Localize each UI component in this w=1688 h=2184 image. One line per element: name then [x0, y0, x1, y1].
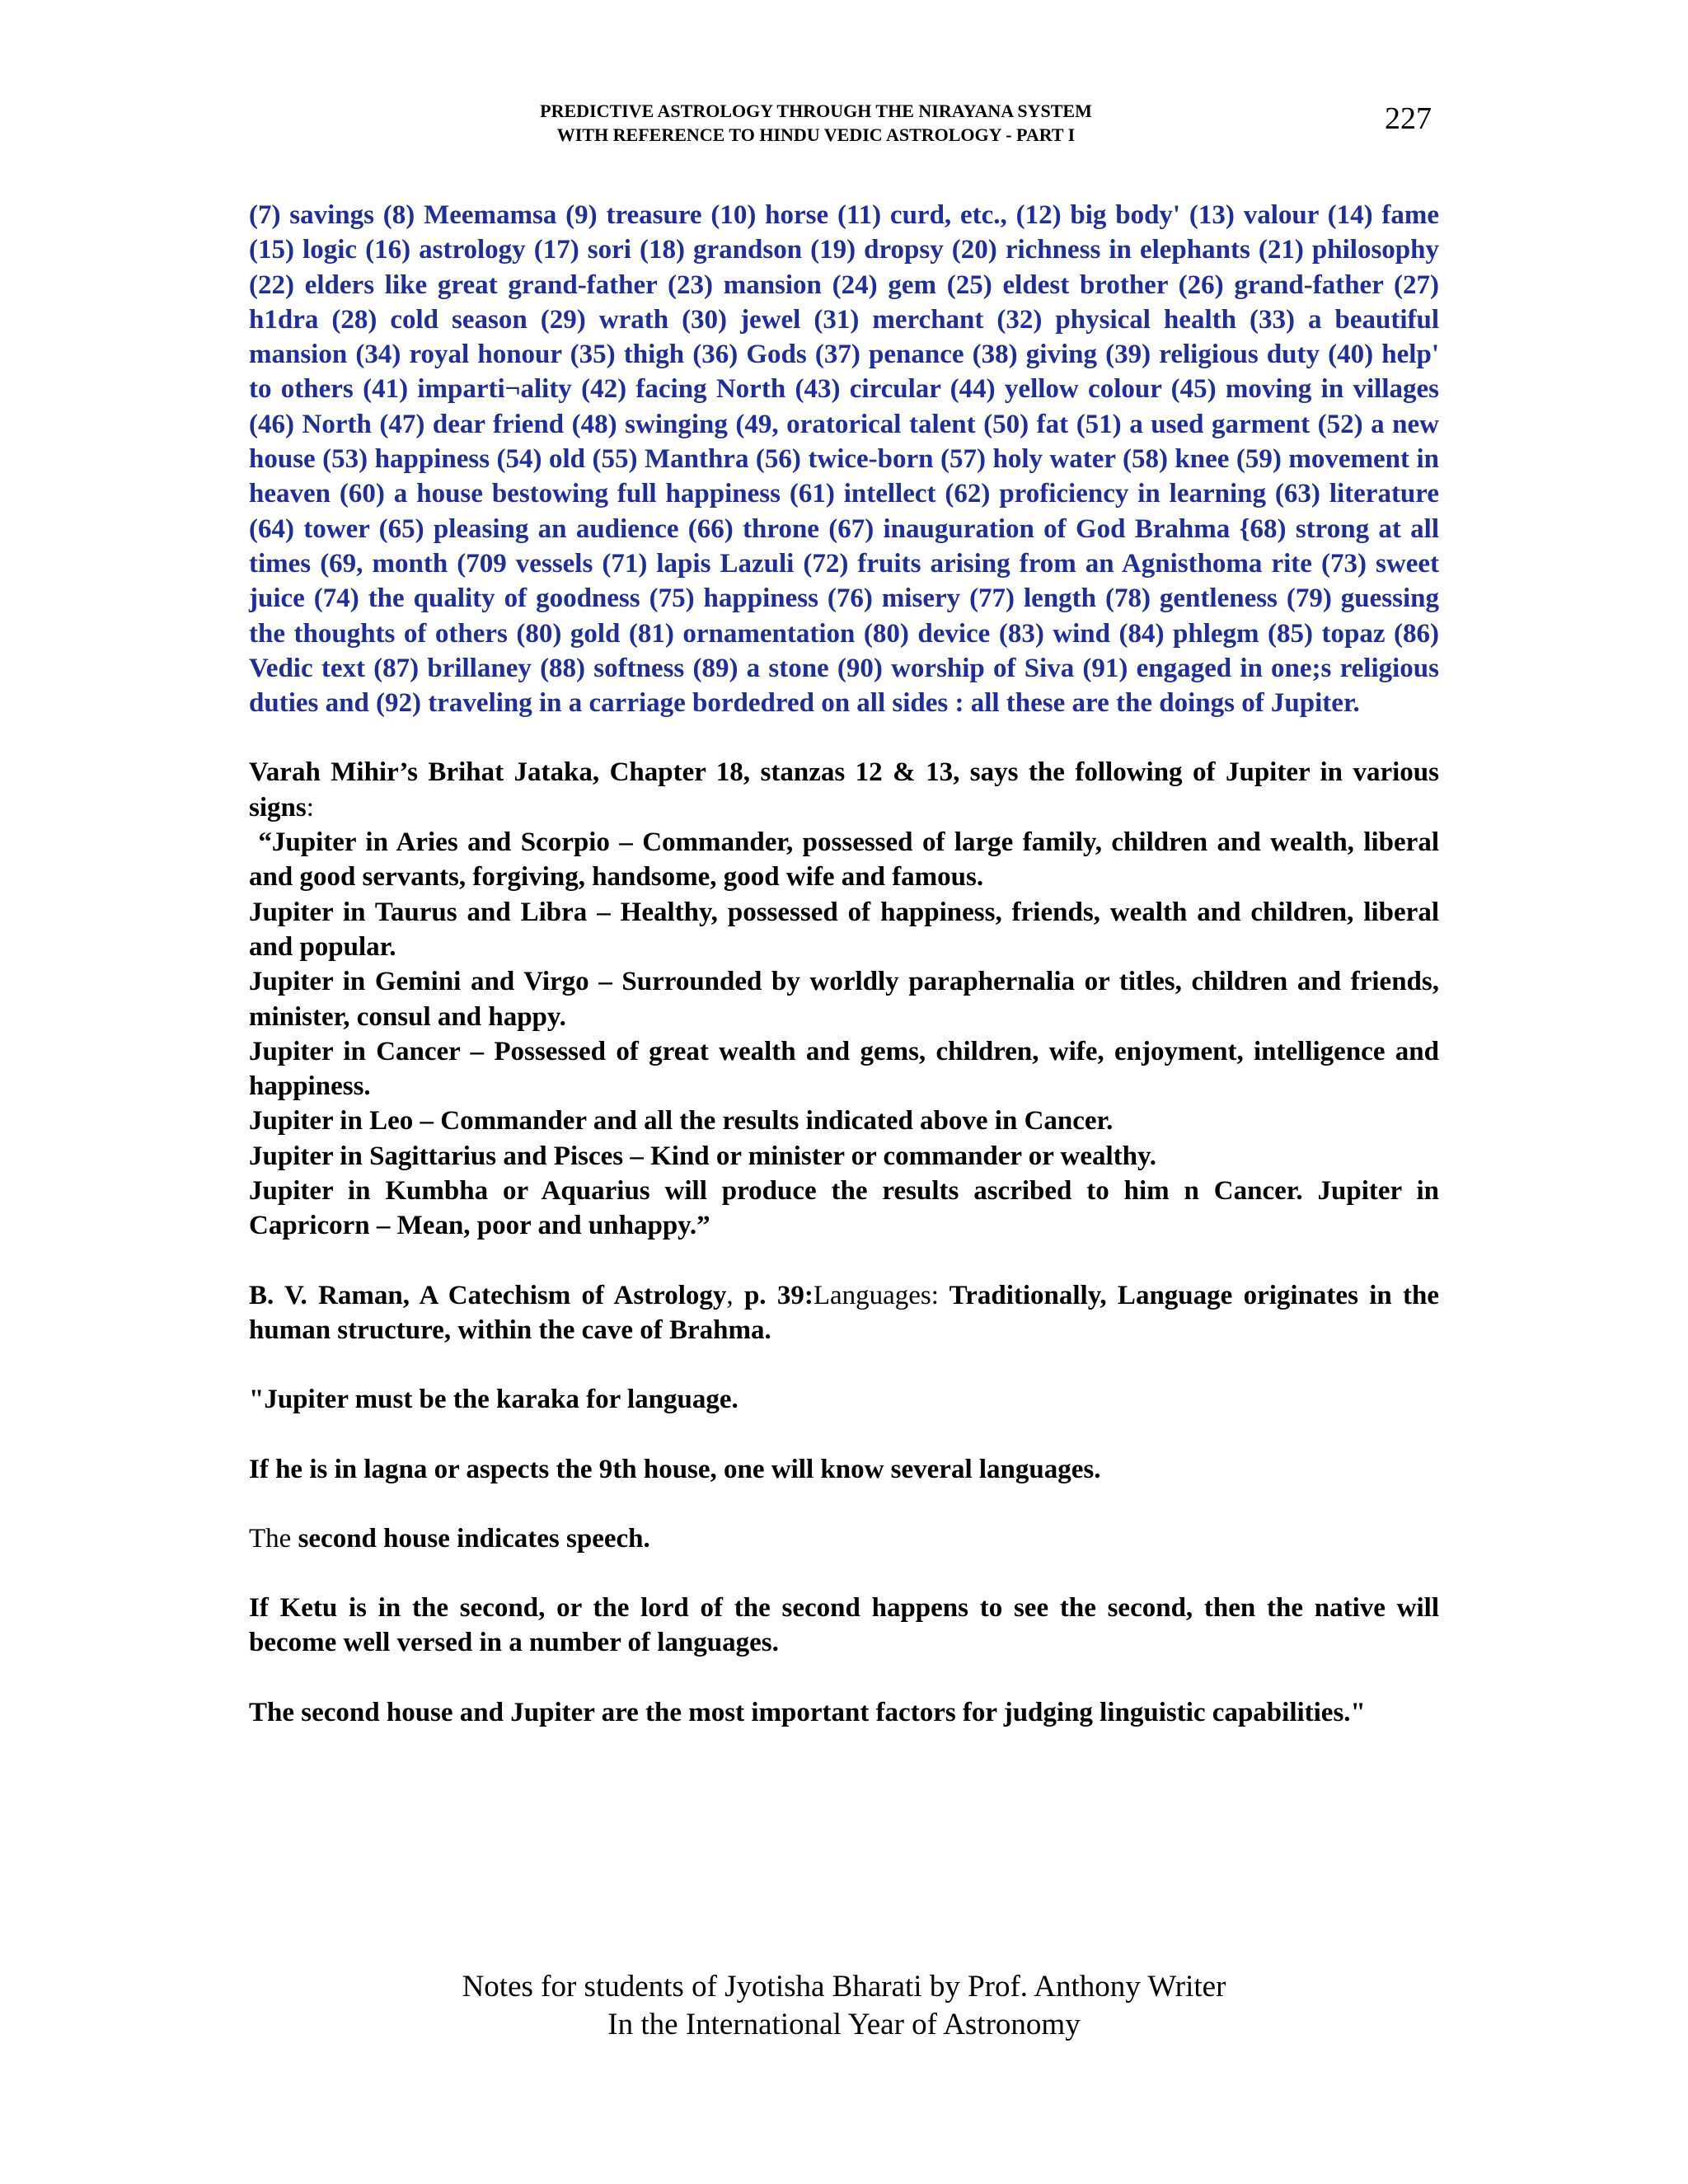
page-number: 227 — [1385, 101, 1432, 136]
page-footer — [0, 1968, 1688, 2044]
paragraph-gap — [249, 1418, 1439, 1452]
brihat-jataka-intro — [249, 755, 1439, 825]
raman-separator: , — [726, 1280, 744, 1310]
raman-text: Traditionally, Language originates in the human structure, within the cave of Brahma. — [249, 1280, 1447, 1345]
quote-paragraph-3-text: second house indicates speech. — [298, 1523, 650, 1554]
paragraph-gap — [249, 1556, 1439, 1591]
paragraph-gap — [249, 720, 1439, 755]
running-title — [363, 99, 1269, 147]
raman-page: p. 39: — [743, 1280, 814, 1310]
languages-label: Languages: — [813, 1280, 939, 1310]
quote-paragraph-3-prefix: The — [249, 1523, 298, 1554]
jupiter-sign-result: Jupiter in Taurus and Libra – Healthy, possessed of happiness, friends, wealth and children, liberal and popular. — [249, 897, 1439, 962]
brihat-jataka-intro-text: Varah Mihir’s Brihat Jataka, Chapter 18, stanzas 12 & 13, says the following of Jupiter in various signs — [249, 757, 1439, 823]
quote-paragraph-4: If Ketu is in the second, or the lord of the second happens to see the second, then the native will become well versed in a number of languages. — [249, 1593, 1439, 1658]
quote-paragraph-1: "Jupiter must be the karaka for language. — [249, 1385, 738, 1415]
quote-paragraph-3 — [249, 1521, 1439, 1556]
paragraph-gap — [249, 1244, 1439, 1278]
brihat-jataka-intro-colon: : — [306, 792, 314, 823]
jupiter-sign-result: “Jupiter in Aries and Scorpio – Commander, possessed of large family, children and wealth, liberal and good servants, forgiving, handsome, good wife and famous. — [249, 827, 1447, 893]
running-title-line-1: PREDICTIVE ASTROLOGY THROUGH THE NIRAYANA SYSTEM — [540, 101, 1092, 121]
jupiter-sign-result: Jupiter in Gemini and Virgo – Surrounded by worldly paraphernalia or titles, children and friends, minister, consul and happy. — [249, 967, 1439, 1032]
paragraph-gap — [249, 1487, 1439, 1521]
footer-line-1: Notes for students of Jyotisha Bharati by Prof. Anthony Writer — [462, 1970, 1226, 2004]
jupiter-significations-paragraph: (7) savings (8) Meemamsa (9) treasure (10) horse (11) curd, etc., (12) big body' (13) valour (14) fame (15) logic (16) astrology (17) sori (18) grandson (19) dropsy (20) richness in elephants (21) philosophy (22) elders like great grand-father (23) mansion (24) gem (25) eldest brother (26) grand-father (27) h1dra (28) cold season (29) wrath (30) jewel (31) merchant (32) physical health (33) a beautiful mansion (34) royal honour (35) thigh (36) Gods (37) penance (38) giving (39) religious duty (40) help' to others (41) imparti¬ality (42) facing North (43) circular (44) yellow colour (45) moving in villages (46) North (47) dear friend (48) swinging (49, oratorical talent (50) fat (51) a used garment (52) a new house (53) happiness (54) old (55) Manthra (56) twice-born (57) holy water (58) knee (59) movement in heaven (60) a house bestowing full happiness (61) intellect (62) proficiency in learning (63) literature (64) tower (65) pleasing an audience (66) throne (67) inauguration of God Brahma {68) strong at all times (69, month (709 vessels (71) lapis Lazuli (72) fruits arising from an Agnisthoma rite (73) sweet juice (74) the quality of goodness (75) happiness (76) misery (77) length (78) gentleness (79) guessing the thoughts of others (80) gold (81) ornamentation (80) device (83) wind (84) phlegm (85) topaz (86) Vedic text (87) brillaney (88) softness (89) a stone (90) worship of Siva (91) engaged in one;s religious duties and (92) traveling in a carriage bordedred on all sides : all these are the doings of Jupiter. — [249, 200, 1439, 719]
footer-line-2: In the International Year of Astronomy — [607, 2008, 1081, 2041]
jupiter-sign-result: Jupiter in Cancer – Possessed of great wealth and gems, children, wife, enjoyment, intelligence and happiness. — [249, 1036, 1439, 1102]
quote-paragraph-5: The second house and Jupiter are the most important factors for judging linguistic capabilities." — [249, 1697, 1366, 1727]
jupiter-sign-result: Jupiter in Leo – Commander and all the results indicated above in Cancer. — [249, 1106, 1114, 1137]
running-title-line-2: WITH REFERENCE TO HINDU VEDIC ASTROLOGY - PART I — [556, 124, 1076, 145]
paragraph-gap — [249, 1661, 1439, 1695]
paragraph-gap — [249, 1347, 1439, 1382]
page-header — [0, 99, 1688, 157]
raman-source: B. V. Raman, A Catechism of Astrology — [249, 1280, 727, 1310]
quote-paragraph-2: If he is in lagna or aspects the 9th house, one will know several languages. — [249, 1454, 1101, 1484]
jupiter-sign-result: Jupiter in Sagittarius and Pisces – Kind or minister or commander or wealthy. — [249, 1141, 1156, 1171]
jupiter-sign-result: Jupiter in Kumbha or Aquarius will produce the results ascribed to him n Cancer. Jupiter in Capricorn – Mean, poor and unhappy.” — [249, 1176, 1439, 1241]
raman-citation-paragraph — [249, 1278, 1447, 1348]
page-body — [249, 198, 1447, 1730]
